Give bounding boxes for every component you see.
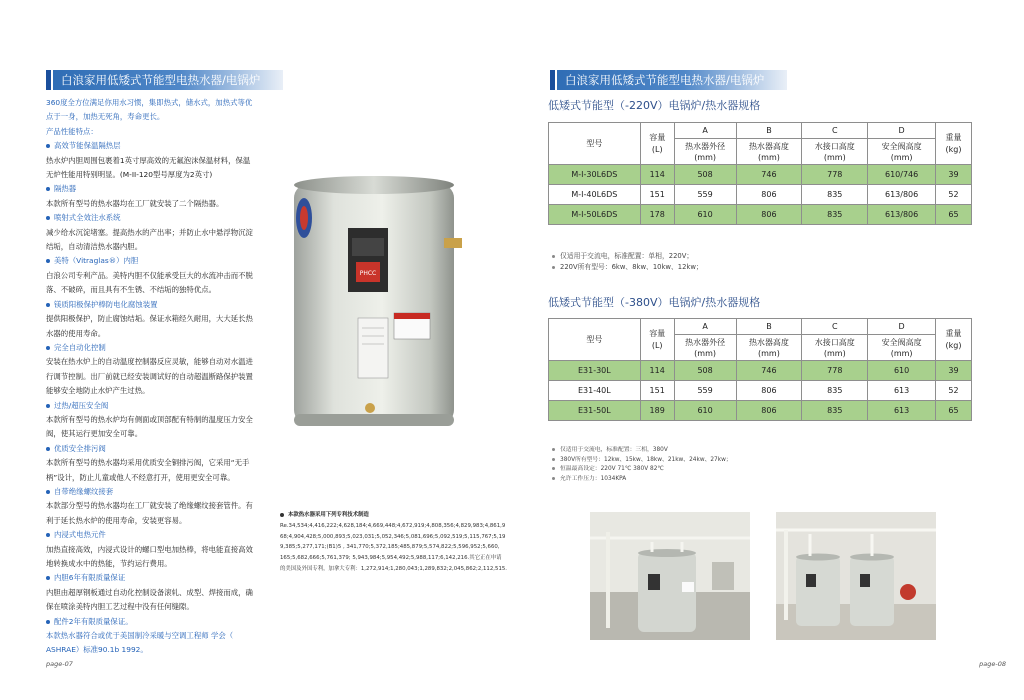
feature-body-line: 阀，使其运行更加安全可靠。 xyxy=(46,429,143,439)
installation-photo-1 xyxy=(590,512,750,640)
feature-body-line: 本款所有型号的热水炉均有侧面或顶部配有特制的温度压力安全 xyxy=(46,414,253,424)
cell-d: 613/806 xyxy=(868,185,936,205)
feature-list xyxy=(46,139,264,629)
cell-b: 806 xyxy=(736,401,802,421)
bullet-icon xyxy=(46,187,50,191)
cell-w: 39 xyxy=(936,361,972,381)
feature-heading: 优质安全排污阀 xyxy=(46,442,264,456)
header-capacity: 容量 (L) xyxy=(640,123,674,165)
feature-heading: 内胆6年有限质量保证 xyxy=(46,571,264,585)
table-row xyxy=(549,381,972,401)
cell-a: 508 xyxy=(674,165,736,185)
cell-b: 806 xyxy=(736,185,802,205)
bullet-icon xyxy=(46,490,50,494)
feature-text-column xyxy=(46,96,264,658)
cell-c: 835 xyxy=(802,185,868,205)
header-b-label: 热水器高度 (mm) xyxy=(736,139,802,165)
feature-body-line: 结垢，自动清洁热水器内胆。 xyxy=(46,242,143,252)
header-col-b: B xyxy=(736,123,802,139)
header-weight: 重量 (kg) xyxy=(936,123,972,165)
spec-table-220 xyxy=(548,122,972,225)
header-c-label: 水接口高度 (mm) xyxy=(802,139,868,165)
cell-d: 613 xyxy=(868,401,936,421)
bullet-icon xyxy=(46,447,50,451)
cell-d: 610 xyxy=(868,361,936,381)
cell-d: 613/806 xyxy=(868,205,936,225)
cell-capacity: 178 xyxy=(640,205,674,225)
cell-w: 39 xyxy=(936,165,972,185)
header-col-c: C xyxy=(802,319,868,335)
cell-b: 746 xyxy=(736,361,802,381)
cell-model: E31-50L xyxy=(549,401,641,421)
feature-body-line: 本款部分型号的热水器均在工厂就安装了绝缘螺纹接套管件。有 xyxy=(46,501,253,511)
bullet-icon xyxy=(46,533,50,537)
note-line: 380V所有型号：12kw、15kw、18kw、21kw、24kw、27kw； xyxy=(552,456,732,466)
feature-body-line: 加热直接高效，内浸式设计的螺口型电加热棒，将电能直接高效 xyxy=(46,544,253,554)
note-line: 220V所有型号：6kw、8kw、10kw、12kw； xyxy=(552,262,703,273)
feature-heading: 喷射式全效注水系统 xyxy=(46,211,264,225)
left-title-bar xyxy=(46,70,283,90)
feature-body-line: 热水炉内胆周围包裹着1英寸厚高效的无氟泡沫保温材料，保温 xyxy=(46,155,251,165)
cell-c: 778 xyxy=(802,361,868,381)
water-heater-photo xyxy=(284,168,474,438)
feature-heading: 高效节能保温隔热层 xyxy=(46,139,264,153)
spec-table-380 xyxy=(548,318,972,421)
cell-w: 52 xyxy=(936,381,972,401)
cell-c: 835 xyxy=(802,205,868,225)
header-col-d: D xyxy=(868,319,936,335)
cell-capacity: 151 xyxy=(640,381,674,401)
header-weight: 重量 (kg) xyxy=(936,319,972,361)
bullet-icon xyxy=(46,259,50,263)
page-right xyxy=(512,0,1024,700)
patent-line: 的美国及外国专利，加拿大专利：1,272,914;1,280,043;1,289,832;2,045,862;2,112,515. xyxy=(280,565,508,572)
patent-block xyxy=(280,510,512,575)
feature-body-line: 落、不破碎，而且具有不生锈、不结垢的独特优点。 xyxy=(46,285,216,295)
bullet-icon xyxy=(46,620,50,624)
spec-380-title: 低矮式节能型（-380V）电锅炉/热水器规格 xyxy=(548,296,761,309)
feature-heading: 美特（Vitraglas®）内胆 xyxy=(46,254,264,268)
table-row xyxy=(549,361,972,381)
note-line: 允许工作压力：1034KPA xyxy=(552,475,732,485)
header-col-c: C xyxy=(802,123,868,139)
cell-capacity: 114 xyxy=(640,165,674,185)
patent-line: 165;5,682,666;5,761,379; 5,943,984;5,954,492;5,988,117;6,142,216.其它正在申请 xyxy=(280,555,502,562)
intro-line-1: 360度全方位满足你用水习惯，集即热式，储水式，加热式等优 xyxy=(46,98,253,107)
feature-body-line: 安装在热水炉上的自动温度控制器反应灵敏，能够自动对水温进 xyxy=(46,357,253,367)
cell-b: 806 xyxy=(736,381,802,401)
header-col-a: A xyxy=(674,123,736,139)
cell-a: 559 xyxy=(674,381,736,401)
header-a-label: 热水器外径 (mm) xyxy=(674,139,736,165)
header-capacity: 容量 (L) xyxy=(640,319,674,361)
patent-title: 本款热水器采用下列专利技术制造 xyxy=(280,510,512,521)
installation-photo-2 xyxy=(776,512,936,640)
spec-220-rows xyxy=(549,165,972,225)
feature-heading: 镁质阳极保护棒防电化腐蚀装置 xyxy=(46,298,264,312)
feature-body-line: 本款所有型号的热水器均在工厂就安装了二个隔热器。 xyxy=(46,198,224,208)
feature-body-line: 地转换成水中的热能，节约运行费用。 xyxy=(46,559,172,568)
feature-body-line: 减少给水沉淀堵塞。提高热水的产出率；并防止水中悬浮物沉淀 xyxy=(46,227,253,237)
feature-body-line: 利于延长热水炉的使用寿命，安装更容易。 xyxy=(46,515,187,525)
cell-c: 835 xyxy=(802,401,868,421)
patent-line: Re.34,534;4,416,222;4,628,184;4,669,448;4,672,919;4,808,356;4,829,983;4,861,9 xyxy=(280,522,506,529)
feature-heading: 隔热器 xyxy=(46,182,264,196)
header-model: 型号 xyxy=(549,123,641,165)
patent-line: 9,385;5,277,171;(B1)5 , 341,770;5,372,185;485,879;5,574,822;5,596,952;5,660, xyxy=(280,544,500,551)
footer-line-2: ASHRAE）标准90.1b 1992。 xyxy=(46,645,148,655)
cell-capacity: 114 xyxy=(640,361,674,381)
page-number-right: page-08 xyxy=(979,660,1006,668)
left-page-title: 白浪家用低矮式节能型电热水器/电锅炉 xyxy=(53,70,283,90)
feature-body-line: 能够安全地防止水炉产生过热。 xyxy=(46,386,150,396)
cell-model: E31-30L xyxy=(549,361,641,381)
cell-capacity: 189 xyxy=(640,401,674,421)
header-d-label: 安全阀高度 (mm) xyxy=(868,335,936,361)
cell-b: 806 xyxy=(736,205,802,225)
notes-220 xyxy=(552,251,703,273)
spec-220-title: 低矮式节能型（-220V）电锅炉/热水器规格 xyxy=(548,99,761,112)
cell-model: E31-40L xyxy=(549,381,641,401)
feature-body-line: 无炉性能用特别明显。(M-II-120型号厚度为2英寸) xyxy=(46,170,213,180)
header-b-label: 热水器高度 (mm) xyxy=(736,335,802,361)
note-line: 恒温最高设定：220V 71℃ 380V 82℃ xyxy=(552,465,732,475)
cell-model: M-I-30L6DS xyxy=(549,165,641,185)
header-a-label: 热水器外径 (mm) xyxy=(674,335,736,361)
feature-body-line: 提供阳极保护，防止腐蚀结垢。保证水箱经久耐用，大大延长热 xyxy=(46,314,253,324)
header-d-label: 安全阀高度 (mm) xyxy=(868,139,936,165)
cell-b: 746 xyxy=(736,165,802,185)
cell-model: M-I-40L6DS xyxy=(549,185,641,205)
phcc-label: PHCC xyxy=(359,270,377,277)
notes-380 xyxy=(552,446,732,484)
footer-line-1: 本款热水器符合或优于美国制冷采暖与空调工程师 学会（ xyxy=(46,631,234,641)
feature-body-line: 白浪公司专利产品。美特内胆不仅能承受巨大的水流冲击而不脱 xyxy=(46,270,253,280)
feature-body-line: 水器的使用寿命。 xyxy=(46,328,106,338)
spec-380-rows xyxy=(549,361,972,421)
header-col-d: D xyxy=(868,123,936,139)
cell-w: 52 xyxy=(936,185,972,205)
feature-heading: 配件2年有限质量保证。 xyxy=(46,615,264,629)
feature-heading: 自带绝缘螺纹接套 xyxy=(46,485,264,499)
note-line: 仅适用于交流电，标准配置：单相，220V； xyxy=(552,251,703,262)
bullet-icon xyxy=(46,144,50,148)
table-row xyxy=(549,205,972,225)
note-line: 仅适用于交流电，标准配置：三相，380V xyxy=(552,446,732,456)
cell-a: 508 xyxy=(674,361,736,381)
patent-line: 68;4,904,428;5,000,893;5,023,031;5,052,346;5,081,696;5,092,519;5,115,767;5,19 xyxy=(280,533,506,540)
page-number-left: page-07 xyxy=(46,660,73,668)
bullet-icon xyxy=(46,346,50,350)
bullet-icon xyxy=(46,576,50,580)
cell-d: 613 xyxy=(868,381,936,401)
feature-body-line: 行调节控制。出厂前就已经安装调试好的自动超温断路保护装置 xyxy=(46,371,253,381)
feature-heading: 过热/超压安全阀 xyxy=(46,399,264,413)
intro-line-2: 点于一身，加热无死角，寿命更长。 xyxy=(46,112,165,122)
cell-w: 65 xyxy=(936,401,972,421)
bullet-icon xyxy=(46,303,50,307)
feature-body-line: 本款所有型号的热水器均采用优质安全铜排污阀，它采用“无手 xyxy=(46,458,250,468)
feature-body-line: 柄”设计，防止儿童或他人不经意打开，使用更安全可靠。 xyxy=(46,472,235,482)
bullet-icon xyxy=(46,404,50,408)
bullet-icon xyxy=(46,216,50,220)
header-model: 型号 xyxy=(549,319,641,361)
cell-capacity: 151 xyxy=(640,185,674,205)
cell-c: 835 xyxy=(802,381,868,401)
header-col-b: B xyxy=(736,319,802,335)
cell-a: 610 xyxy=(674,401,736,421)
cell-model: M-I-50L6DS xyxy=(549,205,641,225)
table-row xyxy=(549,165,972,185)
header-col-a: A xyxy=(674,319,736,335)
cell-a: 610 xyxy=(674,205,736,225)
feature-heading: 完全自动化控制 xyxy=(46,341,264,355)
cell-d: 610/746 xyxy=(868,165,936,185)
cell-a: 559 xyxy=(674,185,736,205)
right-page-title: 白浪家用低矮式节能型电热水器/电锅炉 xyxy=(557,70,787,90)
feature-body-line: 保在喷涂美特内胆工艺过程中没有任何缝隙。 xyxy=(46,602,194,612)
cell-w: 65 xyxy=(936,205,972,225)
table-row xyxy=(549,401,972,421)
table-row xyxy=(549,185,972,205)
feature-heading: 内浸式电热元件 xyxy=(46,528,264,542)
header-c-label: 水接口高度 (mm) xyxy=(802,335,868,361)
right-title-bar xyxy=(550,70,787,90)
features-label: 产品性能特点： xyxy=(46,126,98,136)
cell-c: 778 xyxy=(802,165,868,185)
feature-body-line: 内胆由超厚钢板通过自动化控制设备滚轧、成型、焊接而成，确 xyxy=(46,587,253,597)
